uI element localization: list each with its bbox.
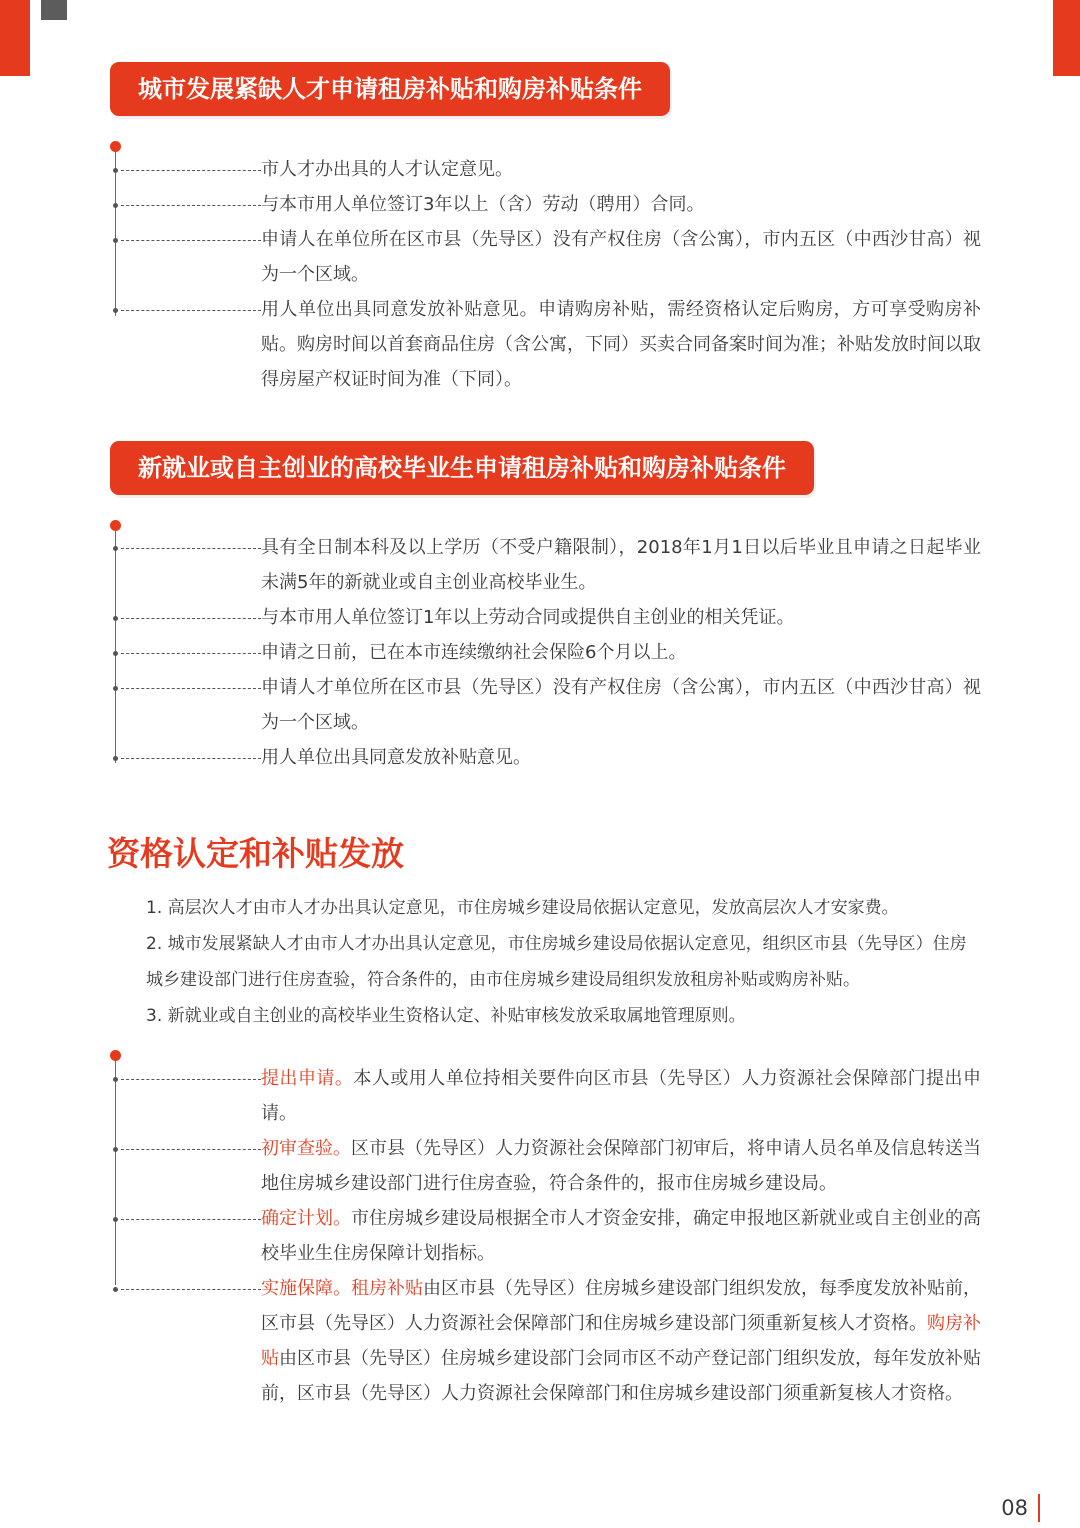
bullet-dot bbox=[113, 651, 118, 656]
dashed-leader bbox=[121, 1149, 261, 1150]
list-item-text: 申请人才单位所在区市县（先导区）没有产权住房（含公寓），市内五区（中西沙甘高）视为一个区域。 bbox=[261, 677, 981, 733]
list-item-text bbox=[261, 1061, 981, 1131]
bullet-dot bbox=[113, 1287, 118, 1292]
section2-banner: 新就业或自主创业的高校毕业生申请租房补贴和购房补贴条件 bbox=[110, 441, 814, 495]
step-label: 实施保障。 bbox=[261, 1278, 351, 1299]
list-item-text: 市人才办出具的人才认定意见。 bbox=[261, 159, 513, 180]
corner-square-decoration bbox=[41, 0, 67, 20]
step-text: 市住房城乡建设局根据全市人才资金安排，确定申报地区新就业或自主创业的高校毕业生住房保障计划指标。 bbox=[261, 1208, 981, 1264]
step-label: 提出申请。 bbox=[261, 1068, 354, 1089]
list-item-text: 申请人在单位所在区市县（先导区）没有产权住房（含公寓），市内五区（中西沙甘高）视为一个区域。 bbox=[261, 229, 981, 285]
bullet-dot bbox=[113, 1147, 118, 1152]
timeline-start-dot bbox=[110, 1050, 121, 1061]
paragraph: 2. 城市发展紧缺人才由市人才办出具认定意见，市住房城乡建设局依据认定意见，组织区市县（先导区）住房城乡建设部门进行住房查验，符合条件的，由市住房城乡建设局组织发放租房补贴或购房补贴。 bbox=[146, 934, 967, 990]
bullet-dot bbox=[113, 238, 118, 243]
page-number: 08 bbox=[1001, 1494, 1040, 1522]
section3-paragraphs bbox=[118, 890, 980, 1034]
bullet-dot bbox=[113, 686, 118, 691]
step-label: 确定计划。 bbox=[261, 1208, 351, 1229]
step-sub-label: 租房补贴 bbox=[351, 1278, 423, 1299]
dashed-leader bbox=[121, 1219, 261, 1220]
bullet-dot bbox=[113, 1077, 118, 1082]
paragraph: 3. 新就业或自主创业的高校毕业生资格认定、补贴审核发放采取属地管理原则。 bbox=[146, 1006, 746, 1026]
step-text: 由区市县（先导区）住房城乡建设部门组织发放，每季度发放补贴前，区市县（先导区）人力资源社会保障部门和住房城乡建设部门须重新复核人才资格。 bbox=[261, 1278, 981, 1334]
section3-steps bbox=[108, 1050, 988, 1450]
dashed-leader bbox=[121, 1079, 261, 1080]
list-item-text bbox=[261, 1201, 981, 1271]
step-text: 由区市县（先导区）住房城乡建设部门会同市区不动产登记部门组织发放，每年发放补贴前，区市县（先导区）人力资源社会保障部门和住房城乡建设部门须重新复核人才资格。 bbox=[261, 1348, 981, 1404]
bullet-dot bbox=[113, 168, 118, 173]
list-item-text bbox=[261, 1271, 981, 1411]
paragraph: 1. 高层次人才由市人才办出具认定意见，市住房城乡建设局依据认定意见，发放高层次人才安家费。 bbox=[146, 898, 899, 918]
list-item-text: 与本市用人单位签订3年以上（含）劳动（聘用）合同。 bbox=[261, 194, 705, 215]
list-item-text: 用人单位出具同意发放补贴意见。 bbox=[261, 747, 531, 768]
bullet-dot bbox=[113, 616, 118, 621]
timeline-start-dot bbox=[110, 141, 121, 152]
list-item-text: 具有全日制本科及以上学历（不受户籍限制），2018年1月1日以后毕业且申请之日起毕业未满5年的新就业或自主创业高校毕业生。 bbox=[261, 537, 981, 593]
bullet-dot bbox=[113, 756, 118, 761]
dashed-leader bbox=[121, 618, 261, 619]
dashed-leader bbox=[121, 758, 261, 759]
step-text: 本人或用人单位持相关要件向区市县（先导区）人力资源社会保障部门提出申请。 bbox=[261, 1068, 982, 1124]
list-item-text: 用人单位出具同意发放补贴意见。申请购房补贴，需经资格认定后购房，方可享受购房补贴。购房时间以首套商品住房（含公寓，下同）买卖合同备案时间为准；补贴发放时间以取得房屋产权证时间为准（下同）。 bbox=[261, 299, 981, 390]
dashed-leader bbox=[121, 653, 261, 654]
step-label: 初审查验。 bbox=[261, 1138, 351, 1159]
corner-decoration-right bbox=[1053, 0, 1080, 76]
timeline-line bbox=[115, 523, 116, 763]
corner-decoration-left bbox=[0, 0, 30, 76]
dashed-leader bbox=[121, 1289, 261, 1290]
section1-banner: 城市发展紧缺人才申请租房补贴和购房补贴条件 bbox=[110, 62, 670, 116]
dashed-leader bbox=[121, 205, 261, 206]
section2-list bbox=[108, 520, 988, 770]
bullet-dot bbox=[113, 203, 118, 208]
bullet-dot bbox=[113, 546, 118, 551]
dashed-leader bbox=[121, 240, 261, 241]
list-item-text: 与本市用人单位签订1年以上劳动合同或提供自主创业的相关凭证。 bbox=[261, 607, 795, 628]
timeline-start-dot bbox=[110, 520, 121, 531]
dashed-leader bbox=[121, 310, 261, 311]
step-text: 区市县（先导区）人力资源社会保障部门初审后，将申请人员名单及信息转送当地住房城乡建设部门进行住房查验，符合条件的，报市住房城乡建设局。 bbox=[261, 1138, 981, 1194]
list-item-text: 申请之日前，已在本市连续缴纳社会保险6个月以上。 bbox=[261, 642, 687, 663]
bullet-dot bbox=[113, 308, 118, 313]
timeline-line bbox=[115, 1053, 116, 1285]
dashed-leader bbox=[121, 548, 261, 549]
dashed-leader bbox=[121, 688, 261, 689]
step-sub-label: 购房补贴 bbox=[261, 1313, 981, 1369]
section3-title: 资格认定和补贴发放 bbox=[107, 834, 404, 873]
bullet-dot bbox=[113, 1217, 118, 1222]
dashed-leader bbox=[121, 170, 261, 171]
section1-list bbox=[108, 141, 988, 391]
list-item-text bbox=[261, 1131, 981, 1201]
